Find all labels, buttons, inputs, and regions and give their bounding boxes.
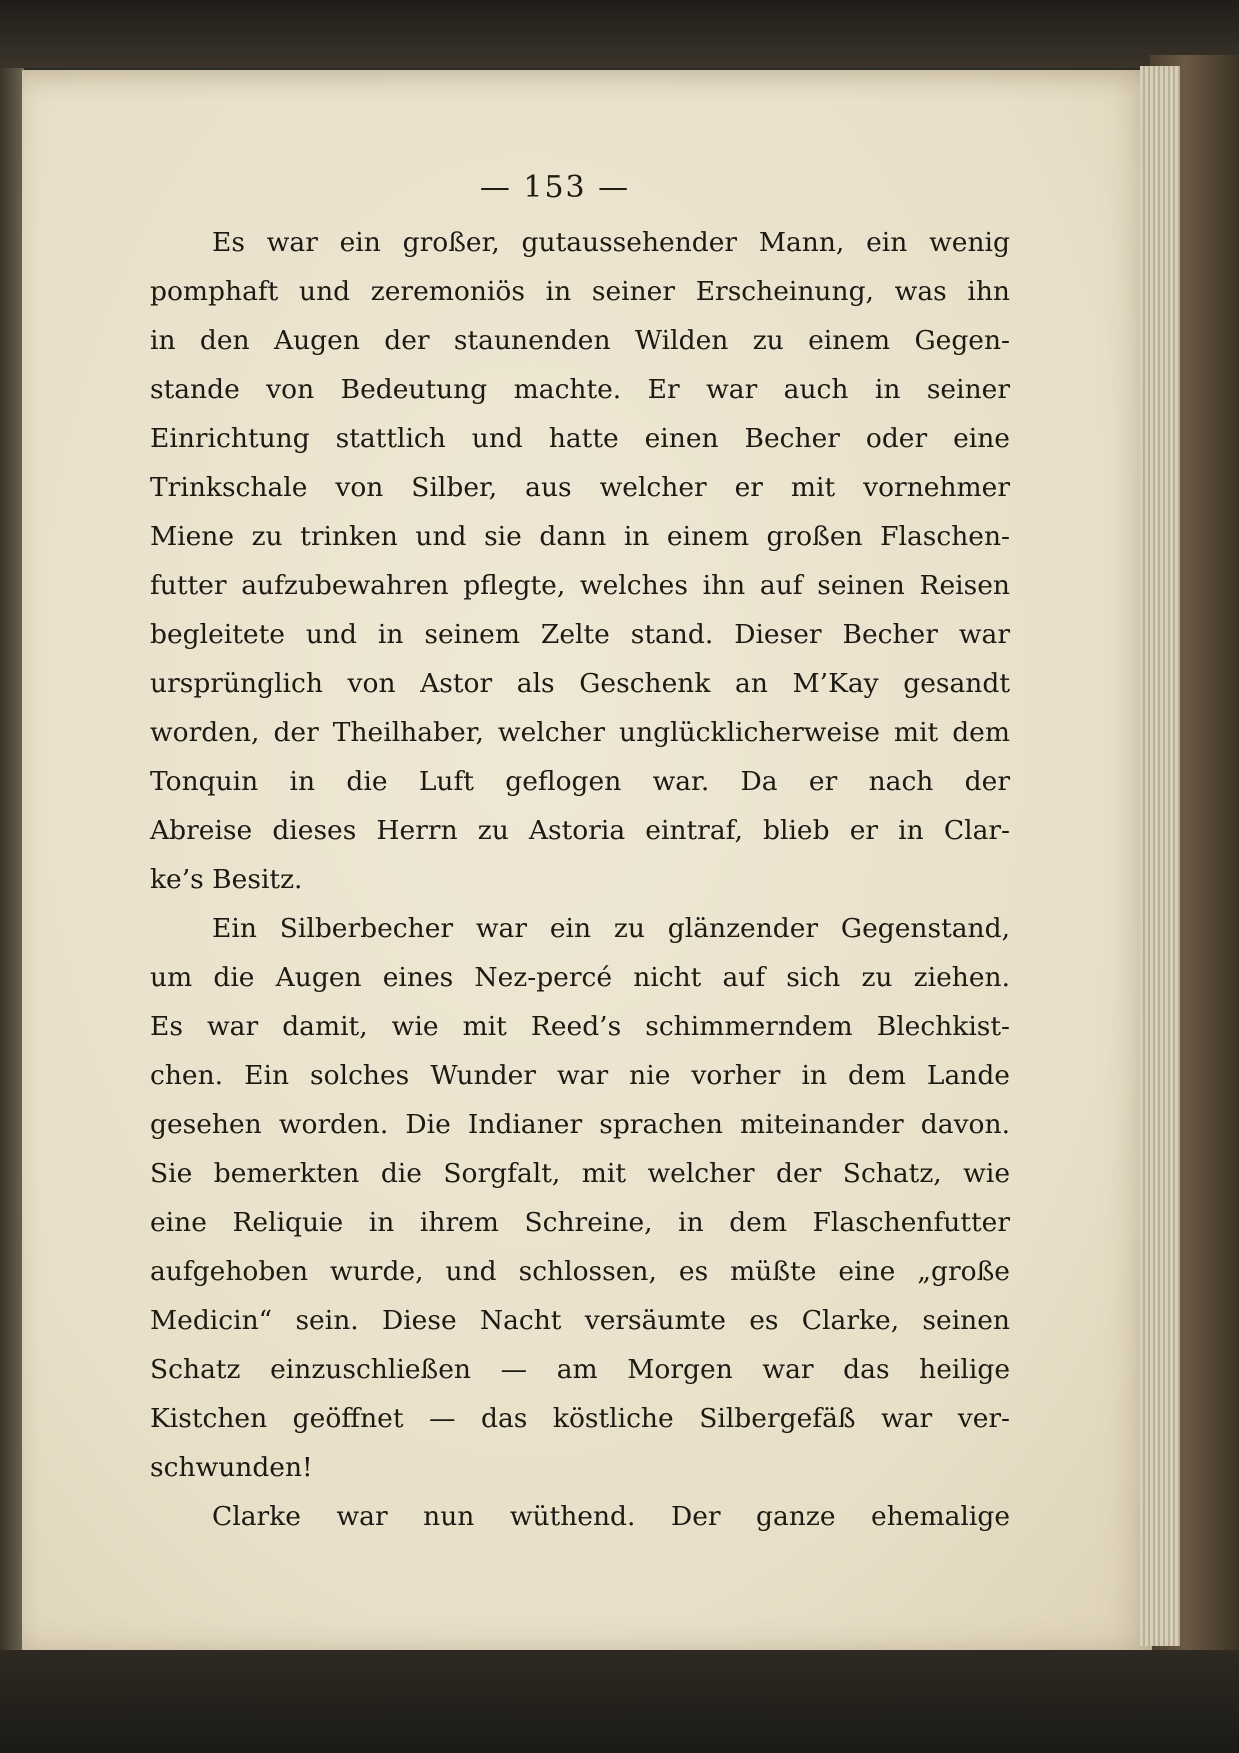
text-line: Miene zu trinken und sie dann in einem großen Flaschen- [150, 521, 1010, 552]
text-line: schwunden! [150, 1452, 313, 1483]
scan-background-bottom [0, 1650, 1239, 1753]
text-line: worden, der Theilhaber, welcher unglücklicherweise mit dem [150, 717, 1010, 748]
text-line: stande von Bedeutung machte. Er war auch in seiner [150, 374, 1010, 405]
text-line: pomphaft und zeremoniös in seiner Erscheinung, was ihn [150, 276, 1010, 307]
text-line: Trinkschale von Silber, aus welcher er mit vornehmer [150, 472, 1010, 503]
text-line: aufgehoben wurde, und schlossen, es müßte eine „große [150, 1256, 1010, 1287]
paragraph-3 [150, 1492, 1010, 1541]
text-line: in den Augen der staunenden Wilden zu einem Gegen- [150, 325, 1010, 356]
text-line: chen. Ein solches Wunder war nie vorher in dem Lande [150, 1060, 1010, 1091]
body-text [150, 218, 1010, 1541]
scan-background-top [0, 0, 1239, 68]
text-line: Schatz einzuschließen — am Morgen war das heilige [150, 1354, 1010, 1385]
text-line: begleitete und in seinem Zelte stand. Dieser Becher war [150, 619, 1010, 650]
text-line: ke’s Besitz. [150, 864, 303, 895]
text-line: Sie bemerkten die Sorgfalt, mit welcher der Schatz, wie [150, 1158, 1010, 1189]
book-binding-edge [0, 68, 24, 1653]
text-line: eine Reliquie in ihrem Schreine, in dem Flaschenfutter [150, 1207, 1010, 1238]
text-line: Medicin“ sein. Diese Nacht versäumte es Clarke, seinen [150, 1305, 1010, 1336]
text-line: Einrichtung stattlich und hatte einen Becher oder eine [150, 423, 1010, 454]
text-line: ursprünglich von Astor als Geschenk an M’Kay gesandt [150, 668, 1010, 699]
text-line: um die Augen eines Nez-percé nicht auf sich zu ziehen. [150, 962, 1010, 993]
page-number: — 153 — [479, 170, 631, 205]
text-line: Es war damit, wie mit Reed’s schimmerndem Blechkist- [150, 1011, 1010, 1042]
text-line: Abreise dieses Herrn zu Astoria eintraf, blieb er in Clar- [150, 815, 1010, 846]
paragraph-2 [150, 904, 1010, 1492]
text-line: futter aufzubewahren pflegte, welches ihn auf seinen Reisen [150, 570, 1010, 601]
text-line: Ein Silberbecher war ein zu glänzender Gegenstand, [212, 913, 1010, 944]
text-line: Clarke war nun wüthend. Der ganze ehemalige [212, 1501, 1010, 1532]
page-stack-edge [1140, 66, 1180, 1646]
paragraph-1 [150, 218, 1010, 904]
text-line: Kistchen geöffnet — das köstliche Silbergefäß war ver- [150, 1403, 1010, 1434]
text-line: gesehen worden. Die Indianer sprachen miteinander davon. [150, 1109, 1010, 1140]
text-line: Tonquin in die Luft geflogen war. Da er nach der [150, 766, 1010, 797]
text-line: Es war ein großer, gutaussehender Mann, ein wenig [212, 227, 1010, 258]
